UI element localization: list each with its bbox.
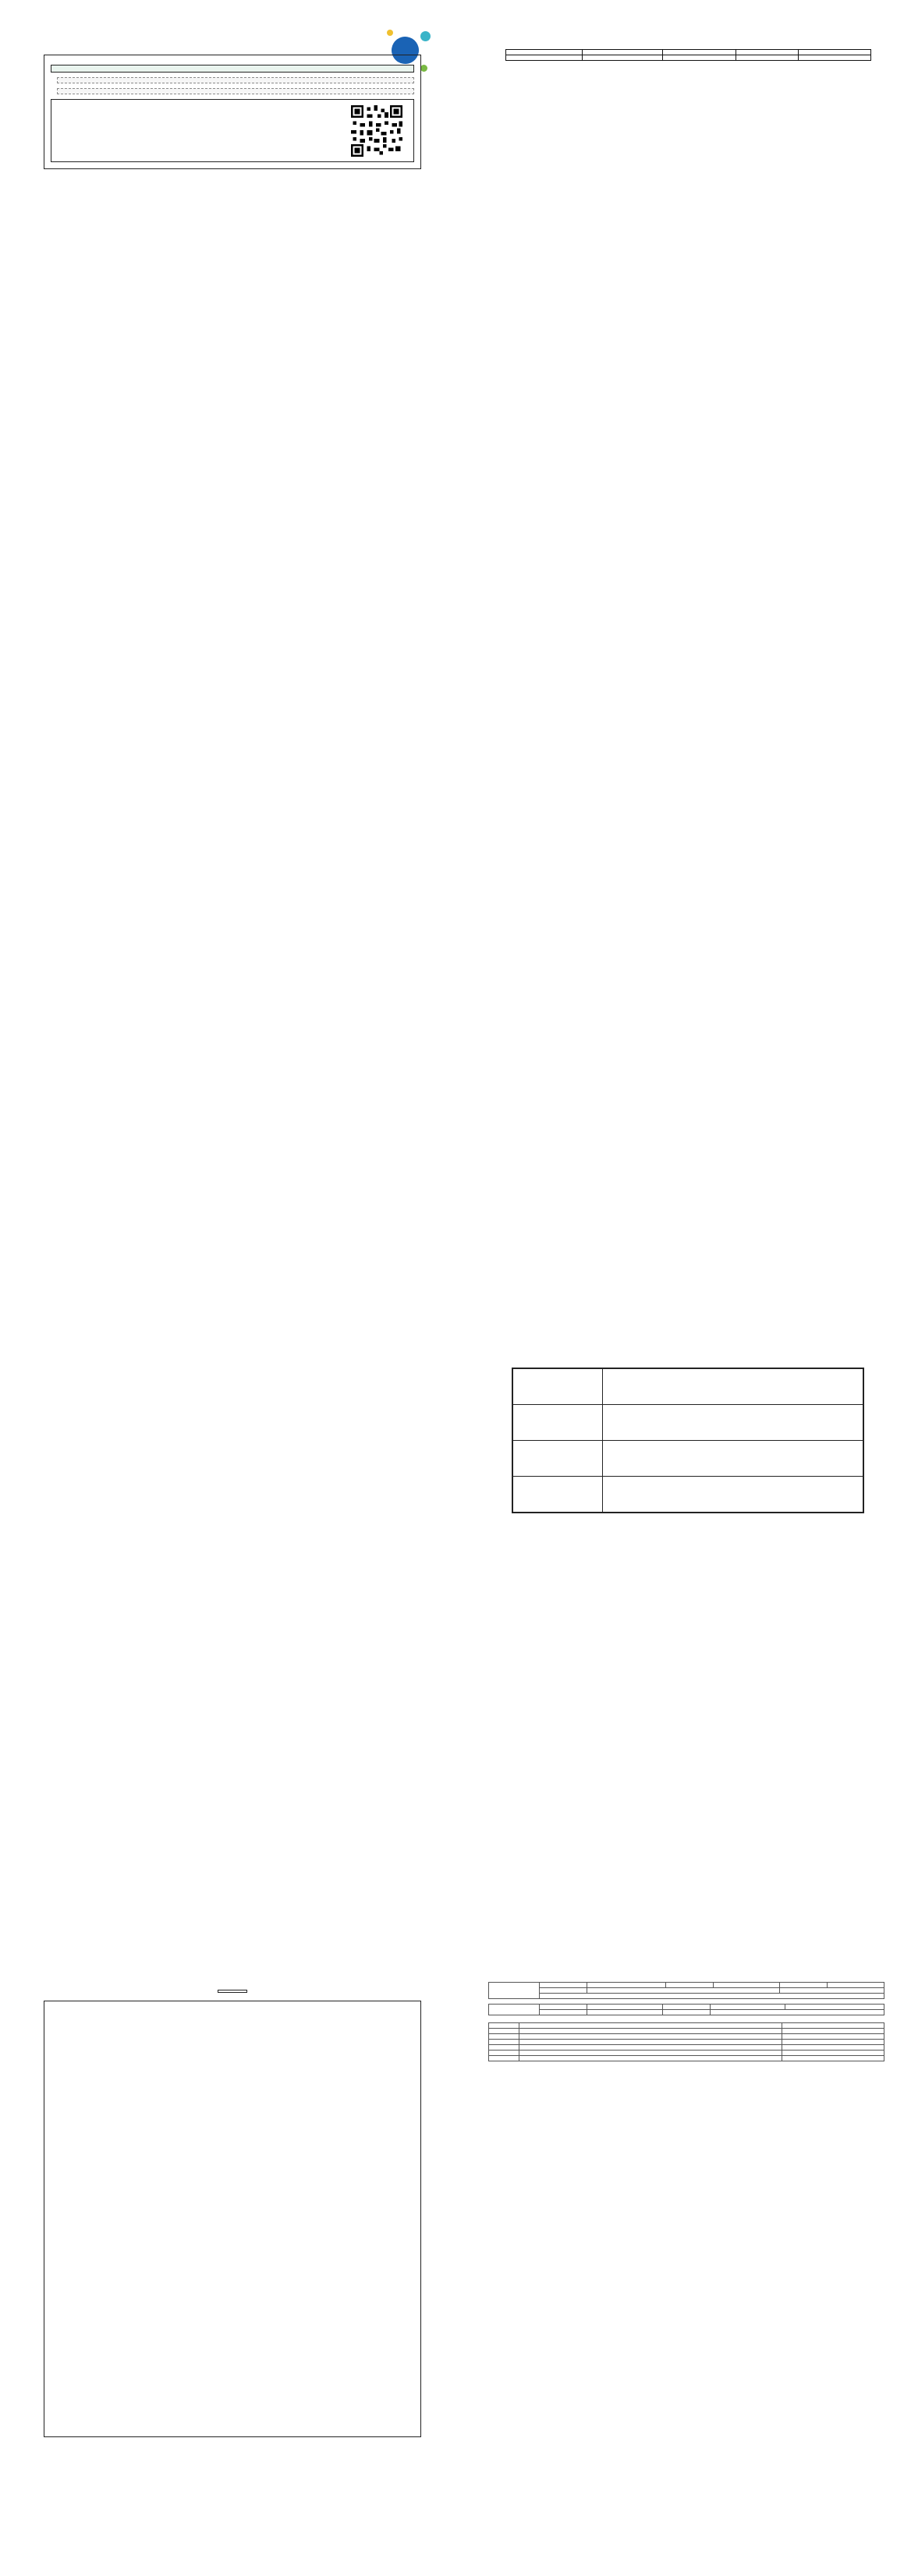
checklist-row xyxy=(489,2045,884,2051)
page-1 xyxy=(0,0,456,644)
orderer-date-value xyxy=(828,1983,884,1988)
checklist-row xyxy=(489,2056,884,2061)
row-answer-checkboxes xyxy=(782,2040,884,2045)
fee-table-header-row xyxy=(506,50,871,55)
row-number xyxy=(489,2023,519,2029)
oath-row-company-value xyxy=(603,1368,864,1405)
annex-label xyxy=(44,1932,421,1976)
pledge-headline xyxy=(51,65,414,73)
fee-vat-amount xyxy=(736,55,799,61)
exclusion-box-title xyxy=(218,1990,247,1993)
checklist-row xyxy=(489,2029,884,2034)
row-answer-checkboxes xyxy=(782,2056,884,2061)
orderer-date-label xyxy=(780,1983,828,1988)
page3-text xyxy=(44,644,421,689)
fee-base-amount xyxy=(506,55,583,61)
page-3 xyxy=(0,644,456,1288)
report-lines xyxy=(51,100,340,161)
qr-section xyxy=(340,100,413,161)
row-number xyxy=(489,2045,519,2051)
contractor-affiliation-value xyxy=(710,2005,785,2010)
row-number xyxy=(489,2040,519,2045)
page-6 xyxy=(456,1288,911,1932)
row-question xyxy=(519,2051,782,2056)
page-4 xyxy=(456,644,911,1288)
orderer-agency-value xyxy=(587,1983,666,1988)
page5-text xyxy=(44,1288,421,1333)
fee-col-base xyxy=(506,50,583,55)
page4-text xyxy=(499,644,877,689)
oath-row-business-label xyxy=(512,1477,603,1513)
orderer-agency-label xyxy=(540,1983,587,1988)
logo-dot-green xyxy=(420,65,427,72)
row-answer-checkboxes xyxy=(782,2045,884,2051)
fee-table-value-row xyxy=(506,55,871,61)
row-number xyxy=(489,2056,519,2061)
row-number xyxy=(489,2029,519,2034)
checklist-table xyxy=(488,2022,884,2061)
logo-dot-teal xyxy=(420,31,431,41)
page-7 xyxy=(0,1932,456,2576)
oath-row-ceo-label xyxy=(512,1405,603,1441)
fee-price-amount xyxy=(663,55,736,61)
penalty-box xyxy=(57,88,414,94)
fee-col-note xyxy=(798,50,871,55)
row-answer-checkboxes xyxy=(782,2034,884,2040)
checklist-row xyxy=(489,2051,884,2056)
contractor-type-checkboxes xyxy=(785,2005,884,2010)
checklist-row xyxy=(489,2023,884,2029)
qr-code-icon xyxy=(351,105,402,157)
row-question xyxy=(519,2056,782,2061)
contractor-phone-value xyxy=(587,2010,663,2015)
checklist-row xyxy=(489,2034,884,2040)
row-answer-checkboxes xyxy=(782,2029,884,2034)
page-8 xyxy=(456,1932,911,2576)
orderer-dept-value xyxy=(714,1983,780,1988)
row-question xyxy=(519,2023,782,2029)
contractor-table xyxy=(488,2004,884,2015)
row-answer-checkboxes xyxy=(782,2051,884,2056)
contractor-phone-label xyxy=(540,2010,587,2015)
row-question xyxy=(519,2029,782,2034)
orderer-table xyxy=(488,1982,884,1999)
notice-number xyxy=(44,0,421,36)
orderer-content-label xyxy=(540,1988,587,1994)
contract-reason xyxy=(540,1994,884,1999)
contractor-name-label xyxy=(540,2005,587,2010)
fee-col-price xyxy=(663,50,736,55)
oath-row-address-value xyxy=(603,1441,864,1477)
pledge-rules-box xyxy=(57,77,414,83)
page-2 xyxy=(456,0,911,644)
row-question xyxy=(519,2034,782,2040)
page2-text-top xyxy=(499,0,877,45)
oath-table xyxy=(512,1368,864,1513)
orderer-group-label xyxy=(489,1983,540,1999)
oath-row-address-label xyxy=(512,1441,603,1477)
oath-row-company-label xyxy=(512,1368,603,1405)
row-answer-checkboxes xyxy=(782,2023,884,2029)
contractor-address-label xyxy=(662,2010,710,2015)
fee-estimate-amount xyxy=(583,55,663,61)
contractor-group-label xyxy=(489,2005,540,2015)
fee-table xyxy=(505,49,871,61)
contractor-address-value xyxy=(710,2010,884,2015)
row-number xyxy=(489,2034,519,2040)
row-question xyxy=(519,2040,782,2045)
fee-note xyxy=(798,55,871,61)
page-5 xyxy=(0,1288,456,1932)
orderer-type-checkboxes xyxy=(780,1988,884,1994)
report-channel-box xyxy=(51,99,414,162)
exclusion-reasons-box xyxy=(44,2001,421,2437)
checklist-row xyxy=(489,2040,884,2045)
row-number xyxy=(489,2051,519,2056)
orderer-dept-label xyxy=(666,1983,714,1988)
oath-row-business-value xyxy=(603,1477,864,1513)
oath-row-ceo-value xyxy=(603,1405,864,1441)
integrity-pledge-box xyxy=(44,55,421,169)
fee-col-vat xyxy=(736,50,799,55)
attachment-label xyxy=(499,1288,877,1333)
contractor-affiliation-label xyxy=(662,2005,710,2010)
row-question xyxy=(519,2045,782,2051)
contractor-name-value xyxy=(587,2005,663,2010)
orderer-content-value xyxy=(587,1988,780,1994)
fee-col-estimate xyxy=(583,50,663,55)
annex2-label xyxy=(488,1932,884,1969)
